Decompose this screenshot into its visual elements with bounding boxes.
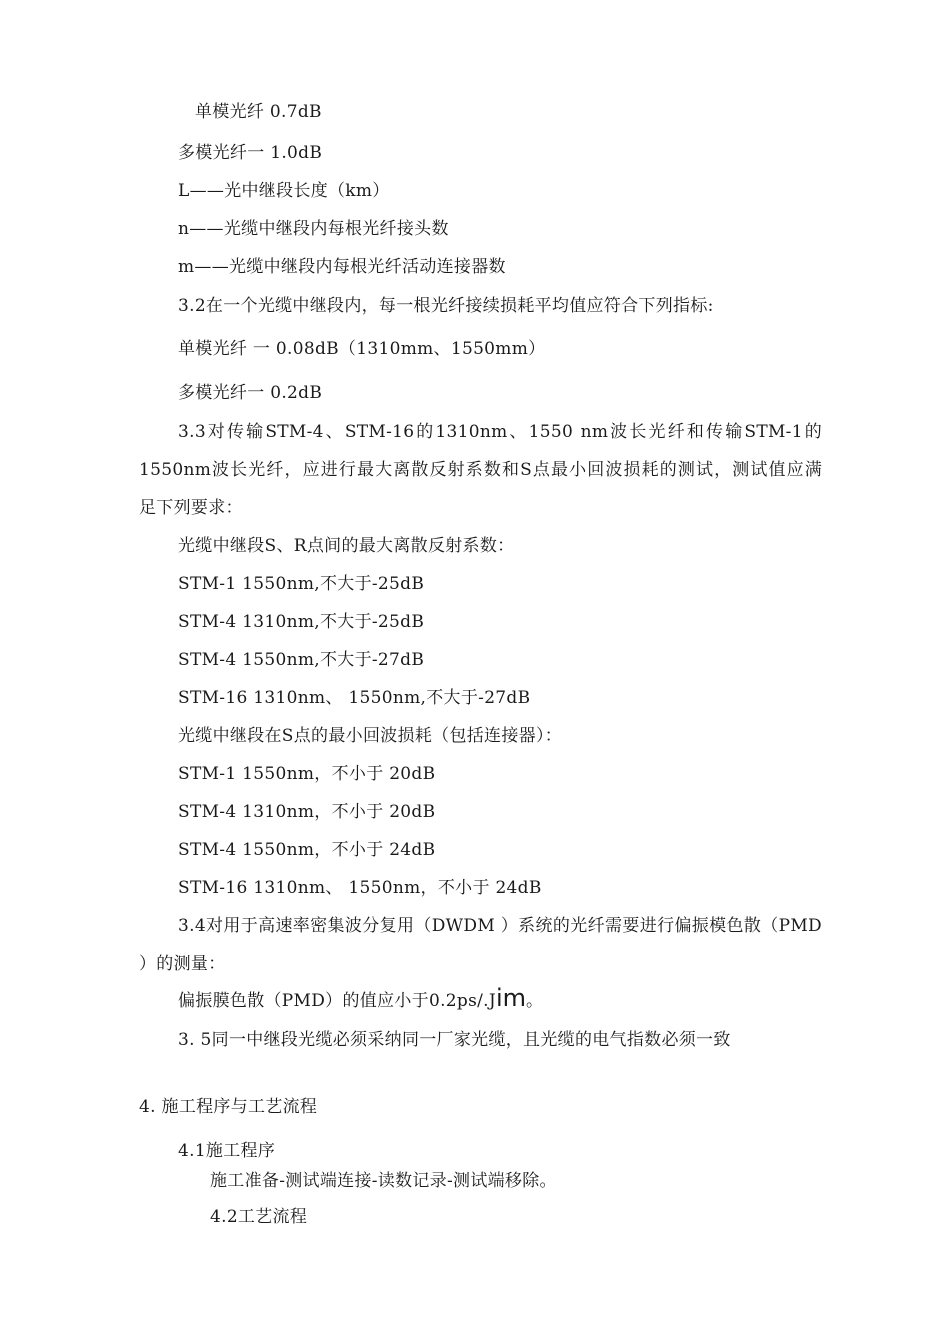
- section-3-2: 3.2在一个光缆中继段内，每一根光纤接续损耗平均值应符合下列指标:: [178, 296, 714, 316]
- text-line: 单模光纤 0.7dB: [195, 102, 322, 122]
- text-line: 多模光纤一 1.0dB: [178, 143, 323, 163]
- text-line: 光缆中继段S、R点间的最大离散反射系数：: [178, 536, 515, 556]
- text-line: n——光缆中继段内每根光纤接头数: [178, 219, 449, 239]
- text-line: STM-4 1550nm，不小于 24dB: [178, 840, 436, 860]
- text-line: STM-1 1550nm,不大于-25dB: [178, 574, 425, 594]
- text-line: 单模光纤 一 0.08dB（1310mm、1550mm）: [178, 339, 546, 359]
- text-line: STM-4 1550nm,不大于-27dB: [178, 650, 425, 670]
- text-run: 。: [526, 991, 544, 1011]
- text-line: STM-16 1310nm、 1550nm，不小于 24dB: [178, 878, 542, 898]
- paragraph-line: 施工准备-测试端连接-读数记录-测试端移除。: [210, 1171, 557, 1191]
- text-line: 多模光纤一 0.2dB: [178, 383, 323, 403]
- paragraph-line: 1550nm波长光纤，应进行最大离散反射系数和S点最小回波损耗的测试，测试值应满: [139, 460, 822, 480]
- text-run: 偏振膜色散（PMD）的值应小于0.2ps/.J: [178, 991, 496, 1011]
- subsection-heading-4-1: 4.1施工程序: [178, 1141, 276, 1161]
- subsection-heading-4-2: 4.2工艺流程: [210, 1207, 308, 1227]
- text-run: im: [495, 984, 527, 1012]
- text-line: m——光缆中继段内每根光纤活动连接器数: [178, 257, 506, 277]
- text-line: L——光中继段长度（km）: [178, 181, 390, 201]
- text-line: 光缆中继段在S点的最小回波损耗（包括连接器）：: [178, 726, 563, 746]
- paragraph-line: ）的测量：: [139, 954, 226, 974]
- section-heading-4: 4. 施工程序与工艺流程: [139, 1097, 318, 1117]
- text-line: STM-1 1550nm，不小于 20dB: [178, 764, 436, 784]
- text-line: STM-16 1310nm、 1550nm,不大于-27dB: [178, 688, 531, 708]
- section-3-4: 3.4对用于高速率密集波分复用（DWDM ）系统的光纤需要进行偏振模色散（PMD: [178, 916, 822, 936]
- paragraph-line: 足下列要求：: [139, 498, 243, 518]
- text-line: [178, 984, 544, 1012]
- text-line: STM-4 1310nm,不大于-25dB: [178, 612, 425, 632]
- section-3-3: 3.3对传输STM-4、STM-16的1310nm、1550 nm波长光纤和传输STM-1的: [178, 422, 822, 442]
- text-line: STM-4 1310nm，不小于 20dB: [178, 802, 436, 822]
- section-3-5: 3. 5同一中继段光缆必须采纳同一厂家光缆，且光缆的电气指数必须一致: [178, 1030, 731, 1050]
